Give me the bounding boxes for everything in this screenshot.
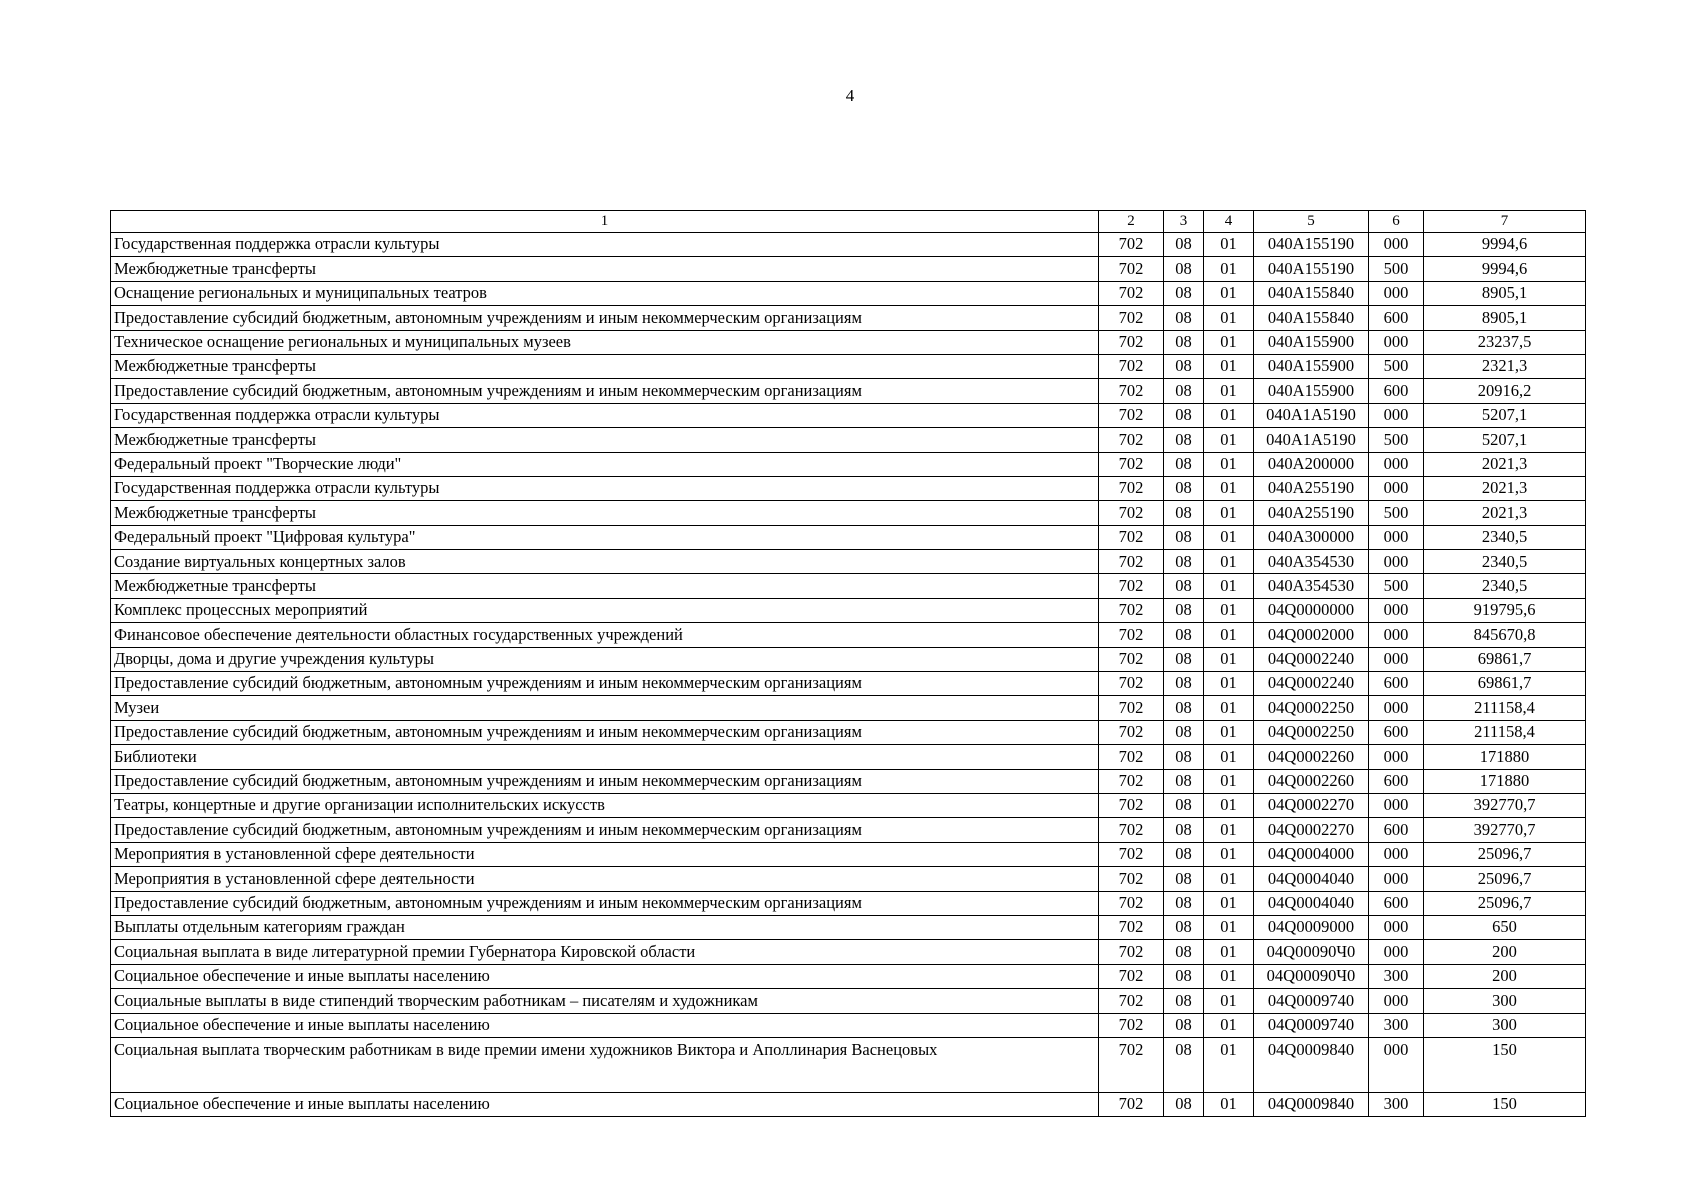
ministry-code-cell: 702 bbox=[1099, 672, 1164, 696]
item-name-cell: Предоставление субсидий бюджетным, автономным учреждениям и иным некоммерческим организациям bbox=[111, 769, 1099, 793]
amount-cell: 2021,3 bbox=[1424, 476, 1586, 500]
subsection-cell: 01 bbox=[1204, 720, 1254, 744]
section-cell: 08 bbox=[1164, 1037, 1204, 1092]
ministry-code-cell: 702 bbox=[1099, 1092, 1164, 1116]
section-cell: 08 bbox=[1164, 793, 1204, 817]
table-row bbox=[111, 891, 1586, 915]
expense-type-cell: 600 bbox=[1369, 818, 1424, 842]
subsection-cell: 01 bbox=[1204, 745, 1254, 769]
table-row bbox=[111, 330, 1586, 354]
subsection-cell: 01 bbox=[1204, 354, 1254, 378]
expense-type-cell: 000 bbox=[1369, 793, 1424, 817]
ministry-code-cell: 702 bbox=[1099, 818, 1164, 842]
item-name-cell: Социальное обеспечение и иные выплаты населению bbox=[111, 1092, 1099, 1116]
amount-cell: 392770,7 bbox=[1424, 818, 1586, 842]
section-cell: 08 bbox=[1164, 550, 1204, 574]
target-article-cell: 04Q0009000 bbox=[1254, 915, 1369, 939]
subsection-cell: 01 bbox=[1204, 769, 1254, 793]
target-article-cell: 040A255190 bbox=[1254, 476, 1369, 500]
subsection-cell: 01 bbox=[1204, 233, 1254, 257]
item-name-cell: Комплекс процессных мероприятий bbox=[111, 598, 1099, 622]
table-row bbox=[111, 1037, 1586, 1092]
target-article-cell: 040A354530 bbox=[1254, 550, 1369, 574]
target-article-cell: 040A155900 bbox=[1254, 330, 1369, 354]
amount-cell: 69861,7 bbox=[1424, 647, 1586, 671]
column-header-row bbox=[111, 211, 1586, 233]
ministry-code-cell: 702 bbox=[1099, 330, 1164, 354]
expense-type-cell: 000 bbox=[1369, 550, 1424, 574]
subsection-cell: 01 bbox=[1204, 476, 1254, 500]
ministry-code-cell: 702 bbox=[1099, 403, 1164, 427]
item-name-cell: Музеи bbox=[111, 696, 1099, 720]
subsection-cell: 01 bbox=[1204, 842, 1254, 866]
target-article-cell: 04Q00090Ч0 bbox=[1254, 964, 1369, 988]
target-article-cell: 040A255190 bbox=[1254, 501, 1369, 525]
amount-cell: 2021,3 bbox=[1424, 452, 1586, 476]
ministry-code-cell: 702 bbox=[1099, 598, 1164, 622]
expense-type-cell: 000 bbox=[1369, 867, 1424, 891]
item-name-cell: Государственная поддержка отрасли культуры bbox=[111, 403, 1099, 427]
subsection-cell: 01 bbox=[1204, 623, 1254, 647]
ministry-code-cell: 702 bbox=[1099, 769, 1164, 793]
amount-cell: 8905,1 bbox=[1424, 306, 1586, 330]
expense-type-cell: 600 bbox=[1369, 379, 1424, 403]
item-name-cell: Финансовое обеспечение деятельности областных государственных учреждений bbox=[111, 623, 1099, 647]
table-row bbox=[111, 1092, 1586, 1116]
expense-type-cell: 600 bbox=[1369, 720, 1424, 744]
ministry-code-cell: 702 bbox=[1099, 476, 1164, 500]
subsection-cell: 01 bbox=[1204, 525, 1254, 549]
amount-cell: 211158,4 bbox=[1424, 696, 1586, 720]
table-row bbox=[111, 476, 1586, 500]
table-row bbox=[111, 842, 1586, 866]
subsection-cell: 01 bbox=[1204, 306, 1254, 330]
target-article-cell: 040A155900 bbox=[1254, 379, 1369, 403]
table-row bbox=[111, 233, 1586, 257]
ministry-code-cell: 702 bbox=[1099, 793, 1164, 817]
item-name-cell: Мероприятия в установленной сфере деятельности bbox=[111, 842, 1099, 866]
amount-cell: 2340,5 bbox=[1424, 525, 1586, 549]
section-cell: 08 bbox=[1164, 1013, 1204, 1037]
subsection-cell: 01 bbox=[1204, 647, 1254, 671]
column-header: 1 bbox=[111, 211, 1099, 233]
subsection-cell: 01 bbox=[1204, 891, 1254, 915]
expense-type-cell: 000 bbox=[1369, 598, 1424, 622]
table-row bbox=[111, 720, 1586, 744]
expense-type-cell: 000 bbox=[1369, 330, 1424, 354]
table-row bbox=[111, 403, 1586, 427]
column-header: 4 bbox=[1204, 211, 1254, 233]
target-article-cell: 04Q0002260 bbox=[1254, 745, 1369, 769]
subsection-cell: 01 bbox=[1204, 1092, 1254, 1116]
subsection-cell: 01 bbox=[1204, 964, 1254, 988]
expense-type-cell: 000 bbox=[1369, 623, 1424, 647]
section-cell: 08 bbox=[1164, 623, 1204, 647]
column-header: 7 bbox=[1424, 211, 1586, 233]
item-name-cell: Предоставление субсидий бюджетным, автономным учреждениям и иным некоммерческим организациям bbox=[111, 818, 1099, 842]
table-row bbox=[111, 696, 1586, 720]
amount-cell: 69861,7 bbox=[1424, 672, 1586, 696]
expense-type-cell: 000 bbox=[1369, 842, 1424, 866]
section-cell: 08 bbox=[1164, 306, 1204, 330]
target-article-cell: 04Q0002260 bbox=[1254, 769, 1369, 793]
item-name-cell: Межбюджетные трансферты bbox=[111, 257, 1099, 281]
amount-cell: 25096,7 bbox=[1424, 891, 1586, 915]
item-name-cell: Федеральный проект "Цифровая культура" bbox=[111, 525, 1099, 549]
table-row bbox=[111, 306, 1586, 330]
ministry-code-cell: 702 bbox=[1099, 452, 1164, 476]
ministry-code-cell: 702 bbox=[1099, 281, 1164, 305]
amount-cell: 2340,5 bbox=[1424, 550, 1586, 574]
table-row bbox=[111, 257, 1586, 281]
target-article-cell: 040A155900 bbox=[1254, 354, 1369, 378]
section-cell: 08 bbox=[1164, 915, 1204, 939]
amount-cell: 5207,1 bbox=[1424, 428, 1586, 452]
ministry-code-cell: 702 bbox=[1099, 428, 1164, 452]
amount-cell: 845670,8 bbox=[1424, 623, 1586, 647]
target-article-cell: 04Q0002250 bbox=[1254, 696, 1369, 720]
target-article-cell: 04Q0002270 bbox=[1254, 793, 1369, 817]
amount-cell: 2021,3 bbox=[1424, 501, 1586, 525]
item-name-cell: Межбюджетные трансферты bbox=[111, 354, 1099, 378]
ministry-code-cell: 702 bbox=[1099, 964, 1164, 988]
section-cell: 08 bbox=[1164, 745, 1204, 769]
item-name-cell: Межбюджетные трансферты bbox=[111, 501, 1099, 525]
amount-cell: 25096,7 bbox=[1424, 842, 1586, 866]
amount-cell: 300 bbox=[1424, 1013, 1586, 1037]
table-row bbox=[111, 281, 1586, 305]
subsection-cell: 01 bbox=[1204, 818, 1254, 842]
page-number: 4 bbox=[845, 86, 855, 105]
column-header: 5 bbox=[1254, 211, 1369, 233]
item-name-cell: Техническое оснащение региональных и муниципальных музеев bbox=[111, 330, 1099, 354]
subsection-cell: 01 bbox=[1204, 428, 1254, 452]
ministry-code-cell: 702 bbox=[1099, 550, 1164, 574]
target-article-cell: 04Q00090Ч0 bbox=[1254, 940, 1369, 964]
amount-cell: 919795,6 bbox=[1424, 598, 1586, 622]
item-name-cell: Выплаты отдельным категориям граждан bbox=[111, 915, 1099, 939]
expense-type-cell: 000 bbox=[1369, 745, 1424, 769]
expense-type-cell: 000 bbox=[1369, 1037, 1424, 1092]
item-name-cell: Предоставление субсидий бюджетным, автономным учреждениям и иным некоммерческим организациям bbox=[111, 891, 1099, 915]
ministry-code-cell: 702 bbox=[1099, 379, 1164, 403]
subsection-cell: 01 bbox=[1204, 379, 1254, 403]
expense-type-cell: 000 bbox=[1369, 940, 1424, 964]
section-cell: 08 bbox=[1164, 257, 1204, 281]
target-article-cell: 040A155190 bbox=[1254, 233, 1369, 257]
table-row bbox=[111, 525, 1586, 549]
expense-type-cell: 000 bbox=[1369, 696, 1424, 720]
section-cell: 08 bbox=[1164, 574, 1204, 598]
item-name-cell: Предоставление субсидий бюджетным, автономным учреждениям и иным некоммерческим организациям bbox=[111, 720, 1099, 744]
target-article-cell: 040A155840 bbox=[1254, 306, 1369, 330]
subsection-cell: 01 bbox=[1204, 940, 1254, 964]
section-cell: 08 bbox=[1164, 842, 1204, 866]
target-article-cell: 04Q0002270 bbox=[1254, 818, 1369, 842]
table-row bbox=[111, 915, 1586, 939]
subsection-cell: 01 bbox=[1204, 403, 1254, 427]
expense-type-cell: 500 bbox=[1369, 574, 1424, 598]
amount-cell: 171880 bbox=[1424, 745, 1586, 769]
ministry-code-cell: 702 bbox=[1099, 696, 1164, 720]
expense-type-cell: 000 bbox=[1369, 915, 1424, 939]
table-row bbox=[111, 501, 1586, 525]
subsection-cell: 01 bbox=[1204, 550, 1254, 574]
section-cell: 08 bbox=[1164, 720, 1204, 744]
amount-cell: 150 bbox=[1424, 1092, 1586, 1116]
target-article-cell: 04Q0002240 bbox=[1254, 672, 1369, 696]
ministry-code-cell: 702 bbox=[1099, 867, 1164, 891]
subsection-cell: 01 bbox=[1204, 793, 1254, 817]
ministry-code-cell: 702 bbox=[1099, 1037, 1164, 1092]
section-cell: 08 bbox=[1164, 696, 1204, 720]
target-article-cell: 04Q0002000 bbox=[1254, 623, 1369, 647]
target-article-cell: 04Q0000000 bbox=[1254, 598, 1369, 622]
subsection-cell: 01 bbox=[1204, 598, 1254, 622]
item-name-cell: Государственная поддержка отрасли культуры bbox=[111, 476, 1099, 500]
ministry-code-cell: 702 bbox=[1099, 989, 1164, 1013]
item-name-cell: Мероприятия в установленной сфере деятельности bbox=[111, 867, 1099, 891]
section-cell: 08 bbox=[1164, 1092, 1204, 1116]
ministry-code-cell: 702 bbox=[1099, 257, 1164, 281]
expense-type-cell: 500 bbox=[1369, 354, 1424, 378]
section-cell: 08 bbox=[1164, 647, 1204, 671]
target-article-cell: 04Q0004000 bbox=[1254, 842, 1369, 866]
amount-cell: 8905,1 bbox=[1424, 281, 1586, 305]
table-row bbox=[111, 769, 1586, 793]
expense-type-cell: 000 bbox=[1369, 476, 1424, 500]
section-cell: 08 bbox=[1164, 867, 1204, 891]
section-cell: 08 bbox=[1164, 598, 1204, 622]
section-cell: 08 bbox=[1164, 354, 1204, 378]
expense-type-cell: 300 bbox=[1369, 964, 1424, 988]
section-cell: 08 bbox=[1164, 330, 1204, 354]
subsection-cell: 01 bbox=[1204, 915, 1254, 939]
table-row bbox=[111, 672, 1586, 696]
budget-table bbox=[110, 210, 1586, 1117]
item-name-cell: Дворцы, дома и другие учреждения культуры bbox=[111, 647, 1099, 671]
target-article-cell: 040A155190 bbox=[1254, 257, 1369, 281]
amount-cell: 25096,7 bbox=[1424, 867, 1586, 891]
amount-cell: 20916,2 bbox=[1424, 379, 1586, 403]
column-header: 6 bbox=[1369, 211, 1424, 233]
subsection-cell: 01 bbox=[1204, 501, 1254, 525]
subsection-cell: 01 bbox=[1204, 989, 1254, 1013]
target-article-cell: 040A155840 bbox=[1254, 281, 1369, 305]
amount-cell: 171880 bbox=[1424, 769, 1586, 793]
amount-cell: 150 bbox=[1424, 1037, 1586, 1092]
expense-type-cell: 000 bbox=[1369, 989, 1424, 1013]
subsection-cell: 01 bbox=[1204, 1037, 1254, 1092]
ministry-code-cell: 702 bbox=[1099, 306, 1164, 330]
item-name-cell: Оснащение региональных и муниципальных театров bbox=[111, 281, 1099, 305]
column-header: 2 bbox=[1099, 211, 1164, 233]
ministry-code-cell: 702 bbox=[1099, 745, 1164, 769]
section-cell: 08 bbox=[1164, 428, 1204, 452]
table-row bbox=[111, 428, 1586, 452]
section-cell: 08 bbox=[1164, 964, 1204, 988]
item-name-cell: Межбюджетные трансферты bbox=[111, 574, 1099, 598]
item-name-cell: Федеральный проект "Творческие люди" bbox=[111, 452, 1099, 476]
item-name-cell: Театры, концертные и другие организации исполнительских искусств bbox=[111, 793, 1099, 817]
target-article-cell: 04Q0004040 bbox=[1254, 891, 1369, 915]
amount-cell: 23237,5 bbox=[1424, 330, 1586, 354]
item-name-cell: Предоставление субсидий бюджетным, автономным учреждениям и иным некоммерческим организациям bbox=[111, 379, 1099, 403]
section-cell: 08 bbox=[1164, 989, 1204, 1013]
target-article-cell: 040A1A5190 bbox=[1254, 428, 1369, 452]
amount-cell: 200 bbox=[1424, 940, 1586, 964]
ministry-code-cell: 702 bbox=[1099, 525, 1164, 549]
ministry-code-cell: 702 bbox=[1099, 940, 1164, 964]
subsection-cell: 01 bbox=[1204, 696, 1254, 720]
table-row bbox=[111, 1013, 1586, 1037]
section-cell: 08 bbox=[1164, 525, 1204, 549]
item-name-cell: Социальное обеспечение и иные выплаты населению bbox=[111, 964, 1099, 988]
subsection-cell: 01 bbox=[1204, 672, 1254, 696]
subsection-cell: 01 bbox=[1204, 452, 1254, 476]
ministry-code-cell: 702 bbox=[1099, 354, 1164, 378]
expense-type-cell: 000 bbox=[1369, 647, 1424, 671]
target-article-cell: 040A300000 bbox=[1254, 525, 1369, 549]
section-cell: 08 bbox=[1164, 818, 1204, 842]
ministry-code-cell: 702 bbox=[1099, 891, 1164, 915]
expense-type-cell: 000 bbox=[1369, 452, 1424, 476]
target-article-cell: 04Q0004040 bbox=[1254, 867, 1369, 891]
subsection-cell: 01 bbox=[1204, 574, 1254, 598]
ministry-code-cell: 702 bbox=[1099, 574, 1164, 598]
item-name-cell: Создание виртуальных концертных залов bbox=[111, 550, 1099, 574]
target-article-cell: 040A200000 bbox=[1254, 452, 1369, 476]
table-row bbox=[111, 354, 1586, 378]
amount-cell: 9994,6 bbox=[1424, 233, 1586, 257]
table-row bbox=[111, 574, 1586, 598]
amount-cell: 5207,1 bbox=[1424, 403, 1586, 427]
table-row bbox=[111, 964, 1586, 988]
expense-type-cell: 000 bbox=[1369, 233, 1424, 257]
item-name-cell: Государственная поддержка отрасли культуры bbox=[111, 233, 1099, 257]
table-row bbox=[111, 867, 1586, 891]
section-cell: 08 bbox=[1164, 233, 1204, 257]
expense-type-cell: 500 bbox=[1369, 501, 1424, 525]
target-article-cell: 040A354530 bbox=[1254, 574, 1369, 598]
table-row bbox=[111, 452, 1586, 476]
target-article-cell: 04Q0009740 bbox=[1254, 1013, 1369, 1037]
item-name-cell: Предоставление субсидий бюджетным, автономным учреждениям и иным некоммерческим организациям bbox=[111, 672, 1099, 696]
expense-type-cell: 000 bbox=[1369, 403, 1424, 427]
amount-cell: 211158,4 bbox=[1424, 720, 1586, 744]
target-article-cell: 04Q0009740 bbox=[1254, 989, 1369, 1013]
amount-cell: 9994,6 bbox=[1424, 257, 1586, 281]
table-row bbox=[111, 989, 1586, 1013]
table-row bbox=[111, 379, 1586, 403]
table-row bbox=[111, 940, 1586, 964]
item-name-cell: Библиотеки bbox=[111, 745, 1099, 769]
target-article-cell: 04Q0009840 bbox=[1254, 1092, 1369, 1116]
column-header: 3 bbox=[1164, 211, 1204, 233]
ministry-code-cell: 702 bbox=[1099, 501, 1164, 525]
target-article-cell: 04Q0009840 bbox=[1254, 1037, 1369, 1092]
section-cell: 08 bbox=[1164, 476, 1204, 500]
table-row bbox=[111, 818, 1586, 842]
amount-cell: 392770,7 bbox=[1424, 793, 1586, 817]
item-name-cell: Межбюджетные трансферты bbox=[111, 428, 1099, 452]
section-cell: 08 bbox=[1164, 501, 1204, 525]
ministry-code-cell: 702 bbox=[1099, 623, 1164, 647]
table-row bbox=[111, 647, 1586, 671]
expense-type-cell: 600 bbox=[1369, 769, 1424, 793]
expense-type-cell: 300 bbox=[1369, 1092, 1424, 1116]
item-name-cell: Предоставление субсидий бюджетным, автономным учреждениям и иным некоммерческим организациям bbox=[111, 306, 1099, 330]
expense-type-cell: 600 bbox=[1369, 306, 1424, 330]
amount-cell: 200 bbox=[1424, 964, 1586, 988]
ministry-code-cell: 702 bbox=[1099, 1013, 1164, 1037]
table-body bbox=[111, 233, 1586, 1117]
subsection-cell: 01 bbox=[1204, 281, 1254, 305]
amount-cell: 650 bbox=[1424, 915, 1586, 939]
expense-type-cell: 500 bbox=[1369, 428, 1424, 452]
section-cell: 08 bbox=[1164, 379, 1204, 403]
expense-type-cell: 000 bbox=[1369, 281, 1424, 305]
section-cell: 08 bbox=[1164, 281, 1204, 305]
table-row bbox=[111, 550, 1586, 574]
item-name-cell: Социальная выплата в виде литературной премии Губернатора Кировской области bbox=[111, 940, 1099, 964]
amount-cell: 300 bbox=[1424, 989, 1586, 1013]
ministry-code-cell: 702 bbox=[1099, 720, 1164, 744]
expense-type-cell: 300 bbox=[1369, 1013, 1424, 1037]
amount-cell: 2340,5 bbox=[1424, 574, 1586, 598]
subsection-cell: 01 bbox=[1204, 1013, 1254, 1037]
ministry-code-cell: 702 bbox=[1099, 647, 1164, 671]
table-row bbox=[111, 793, 1586, 817]
amount-cell: 2321,3 bbox=[1424, 354, 1586, 378]
item-name-cell: Социальное обеспечение и иные выплаты населению bbox=[111, 1013, 1099, 1037]
expense-type-cell: 000 bbox=[1369, 525, 1424, 549]
expense-type-cell: 600 bbox=[1369, 672, 1424, 696]
target-article-cell: 04Q0002240 bbox=[1254, 647, 1369, 671]
table-row bbox=[111, 745, 1586, 769]
section-cell: 08 bbox=[1164, 672, 1204, 696]
subsection-cell: 01 bbox=[1204, 867, 1254, 891]
ministry-code-cell: 702 bbox=[1099, 915, 1164, 939]
item-name-cell: Социальные выплаты в виде стипендий творческим работникам – писателям и художникам bbox=[111, 989, 1099, 1013]
section-cell: 08 bbox=[1164, 452, 1204, 476]
expense-type-cell: 500 bbox=[1369, 257, 1424, 281]
ministry-code-cell: 702 bbox=[1099, 233, 1164, 257]
section-cell: 08 bbox=[1164, 891, 1204, 915]
table-row bbox=[111, 623, 1586, 647]
section-cell: 08 bbox=[1164, 940, 1204, 964]
target-article-cell: 040A1A5190 bbox=[1254, 403, 1369, 427]
target-article-cell: 04Q0002250 bbox=[1254, 720, 1369, 744]
ministry-code-cell: 702 bbox=[1099, 842, 1164, 866]
section-cell: 08 bbox=[1164, 403, 1204, 427]
subsection-cell: 01 bbox=[1204, 257, 1254, 281]
section-cell: 08 bbox=[1164, 769, 1204, 793]
expense-type-cell: 600 bbox=[1369, 891, 1424, 915]
subsection-cell: 01 bbox=[1204, 330, 1254, 354]
item-name-cell: Социальная выплата творческим работникам в виде премии имени художников Виктора и Аполлинария Васнецовых bbox=[111, 1037, 1099, 1092]
table-row bbox=[111, 598, 1586, 622]
